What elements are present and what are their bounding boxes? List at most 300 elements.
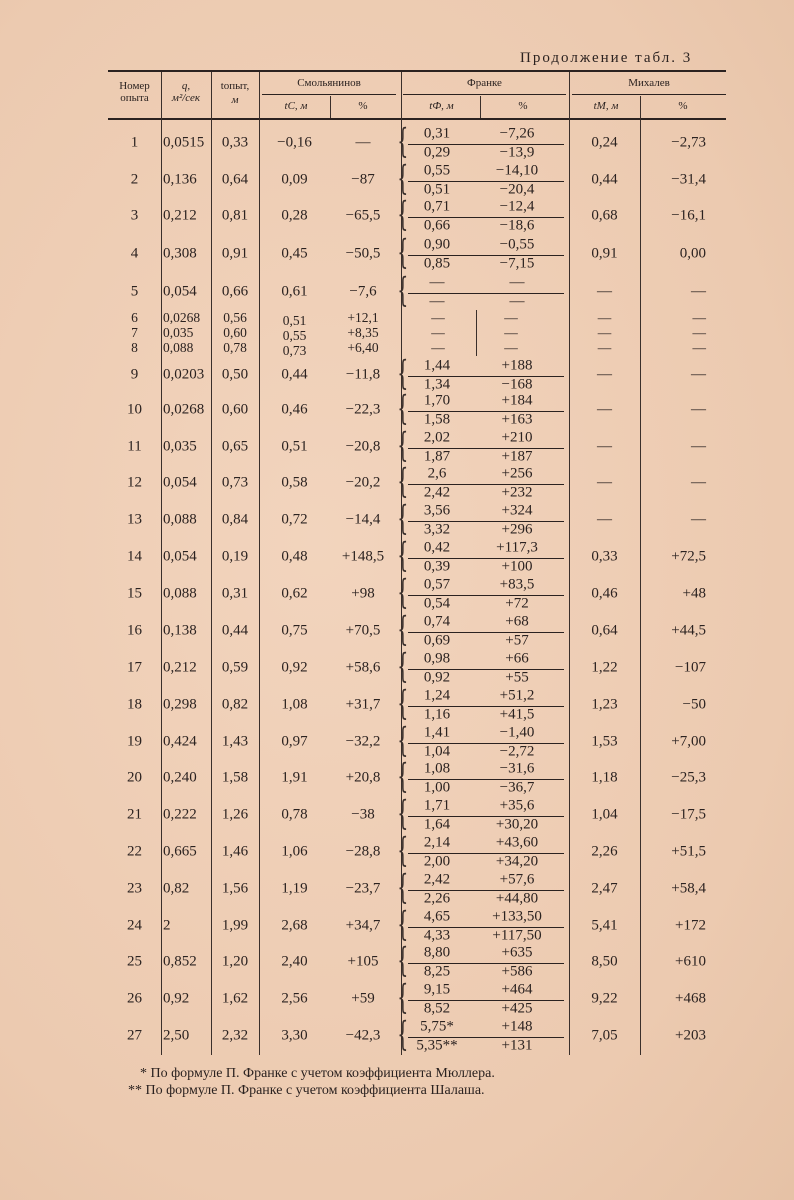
q-value: 0,0268	[163, 401, 205, 418]
t-m-value: 1,53	[591, 733, 618, 750]
pct-m-value: —	[692, 310, 706, 325]
t-f-lower: 1,64	[423, 816, 451, 833]
pct-c-value: +12,1	[347, 310, 379, 325]
t-f-value: —	[431, 325, 445, 340]
q-value: 0,424	[163, 733, 197, 750]
brace-icon: {	[397, 535, 409, 576]
pct-f-upper: +188	[501, 357, 533, 374]
row-number: 26	[127, 990, 142, 1007]
t-m-value: 1,04	[591, 806, 618, 823]
t-f-lower: 0,51	[423, 181, 451, 198]
q-value: 0,212	[163, 207, 197, 224]
row-number: 16	[127, 622, 142, 639]
t-f-upper: 0,42	[423, 539, 451, 556]
header-t-opyt-unit: м	[231, 94, 239, 106]
q-value: 0,138	[163, 622, 197, 639]
t-m-value: —	[597, 511, 612, 528]
t-c-value: 0,48	[281, 548, 308, 565]
brace-icon: {	[397, 353, 409, 394]
t-opyt-value: 0,81	[221, 207, 249, 224]
t-f-upper: 9,15	[423, 981, 451, 998]
t-m-value: 8,50	[591, 953, 618, 970]
t-opyt-value: 0,33	[221, 134, 249, 151]
t-f-upper: 3,56	[423, 502, 451, 519]
header-t-f: tФ, м	[429, 100, 454, 112]
brace-icon: {	[397, 904, 409, 945]
t-f-lower: 0,54	[423, 595, 451, 612]
t-f-upper: 1,41	[423, 724, 451, 741]
t-f-upper: 2,6	[427, 465, 447, 482]
t-f-upper: 2,14	[423, 834, 451, 851]
row-number: 25	[127, 953, 142, 970]
pct-f-upper: +256	[501, 465, 533, 482]
t-f-lower: 1,87	[423, 448, 451, 465]
pct-f-lower: +72	[505, 595, 529, 612]
pct-f-lower: +44,80	[495, 890, 539, 907]
q-value: 0,308	[163, 245, 197, 262]
t-m-value: 1,23	[591, 696, 618, 713]
header-mikhalev: Михалев	[628, 77, 670, 89]
brace-icon: {	[397, 498, 409, 539]
pct-c-value: +70,5	[345, 622, 381, 639]
pct-f-lower: —	[509, 293, 525, 310]
t-f-upper: 1,70	[423, 392, 451, 409]
pct-f-lower: +41,5	[499, 706, 535, 723]
brace-icon: {	[397, 867, 409, 908]
t-f-upper: 1,71	[423, 797, 451, 814]
table-caption: Продолжение табл. 3	[520, 50, 693, 66]
pct-m-value: —	[691, 438, 706, 455]
brace-icon: {	[397, 194, 409, 235]
pct-m-value: +7,00	[671, 733, 706, 750]
pct-c-value: +105	[347, 953, 379, 970]
pct-f-lower: −18,6	[499, 217, 535, 234]
pct-c-value: −65,5	[345, 207, 381, 224]
row-number: 27	[127, 1027, 142, 1044]
pct-c-value: +148,5	[341, 548, 385, 565]
t-c-value: 0,09	[281, 171, 308, 188]
t-c-value: 1,19	[281, 880, 308, 897]
pct-c-value: −28,8	[345, 843, 381, 860]
pct-f-value: —	[504, 325, 518, 340]
t-f-lower: 0,85	[423, 255, 451, 272]
header-bottom-rule	[108, 118, 726, 120]
pct-m-value: −107	[675, 659, 706, 676]
t-f-lower: 4,33	[423, 927, 451, 944]
header-franke: Франке	[467, 77, 502, 89]
t-f-upper: 0,98	[423, 650, 451, 667]
pct-f-lower: +425	[501, 1000, 533, 1017]
t-opyt-value: 1,20	[221, 953, 249, 970]
brace-icon: {	[397, 756, 409, 797]
t-f-upper: 1,44	[423, 357, 451, 374]
pct-m-value: +58,4	[671, 880, 706, 897]
t-f-upper: 2,42	[423, 871, 451, 888]
t-m-value: 1,18	[591, 769, 618, 786]
pct-c-value: —	[355, 134, 371, 151]
t-m-value: 7,05	[591, 1027, 618, 1044]
q-value: 0,054	[163, 474, 197, 491]
t-c-value: 0,72	[281, 511, 308, 528]
row-number: 24	[127, 917, 142, 934]
t-c-value: 0,51	[281, 438, 308, 455]
t-c-value: 0,73	[282, 343, 307, 358]
t-m-value: —	[597, 366, 612, 383]
header-smolyaninov: Смольянинов	[297, 77, 361, 89]
t-f-lower: 1,16	[423, 706, 451, 723]
t-c-value: 0,62	[281, 585, 308, 602]
pct-f-upper: +83,5	[499, 576, 535, 593]
column-divider	[640, 96, 641, 1055]
header-q: q,	[181, 80, 191, 92]
pct-m-value: —	[691, 511, 706, 528]
pct-f-upper: +117,3	[496, 539, 538, 556]
t-m-value: 0,64	[591, 622, 618, 639]
t-opyt-value: 0,60	[221, 401, 249, 418]
brace-icon: {	[397, 977, 409, 1018]
t-f-lower: 8,25	[423, 963, 451, 980]
row-number: 21	[127, 806, 142, 823]
pct-m-value: +72,5	[671, 548, 706, 565]
pct-f-upper: −12,4	[499, 198, 535, 215]
q-value: 0,298	[163, 696, 197, 713]
pct-c-value: −87	[351, 171, 375, 188]
t-c-value: 3,30	[281, 1027, 308, 1044]
t-opyt-value: 0,84	[221, 511, 249, 528]
pct-f-upper: −7,26	[499, 125, 535, 142]
t-opyt-value: 1,46	[221, 843, 249, 860]
q-value: 0,035	[163, 438, 197, 455]
pct-c-value: −22,3	[345, 401, 381, 418]
t-f-lower: 1,34	[423, 376, 451, 393]
q-value: 0,92	[163, 990, 190, 1007]
pct-f-upper: +133,50	[492, 908, 542, 925]
t-opyt-value: 1,62	[221, 990, 249, 1007]
t-c-value: 0,28	[281, 207, 308, 224]
t-opyt-value: 0,50	[221, 366, 249, 383]
t-opyt-value: 0,59	[221, 659, 249, 676]
t-c-value: 0,55	[282, 328, 307, 343]
t-c-value: 0,44	[281, 366, 308, 383]
pct-f-lower: +586	[501, 963, 533, 980]
row-number: 5	[130, 283, 139, 300]
t-opyt-value: 0,66	[221, 283, 249, 300]
t-c-value: 0,45	[281, 245, 308, 262]
pct-f-upper: +184	[501, 392, 533, 409]
pct-c-value: −23,7	[345, 880, 381, 897]
pct-m-value: −31,4	[671, 171, 706, 188]
q-value: 0,054	[163, 283, 197, 300]
brace-icon: {	[397, 793, 409, 834]
q-value: 0,088	[163, 511, 197, 528]
brace-icon: {	[397, 461, 409, 502]
header-pct-m: %	[678, 100, 688, 112]
t-c-value: 1,06	[281, 843, 308, 860]
row-number: 2	[130, 171, 139, 188]
pct-f-upper: +210	[501, 429, 533, 446]
pct-m-value: —	[692, 325, 706, 340]
pct-m-value: —	[691, 401, 706, 418]
q-value: 0,035	[163, 325, 194, 340]
t-opyt-value: 1,58	[221, 769, 249, 786]
t-c-value: 0,97	[281, 733, 308, 750]
q-value: 0,136	[163, 171, 197, 188]
t-c-value: 0,51	[282, 313, 307, 328]
t-opyt-value: 0,19	[221, 548, 249, 565]
t-f-lower: 3,32	[423, 521, 451, 538]
pct-f-lower: +232	[501, 484, 533, 501]
pct-f-upper: +57,6	[499, 871, 535, 888]
header-t-m: tМ, м	[593, 100, 619, 112]
pct-m-value: −25,3	[671, 769, 706, 786]
t-opyt-value: 0,78	[223, 340, 247, 355]
pct-f-lower: +34,20	[495, 853, 539, 870]
t-c-value: 1,91	[281, 769, 308, 786]
pct-c-value: +59	[351, 990, 375, 1007]
t-opyt-value: 0,56	[223, 310, 247, 325]
pct-f-lower: −36,7	[499, 779, 535, 796]
brace-icon: {	[397, 572, 409, 613]
t-f-upper: 0,55	[423, 162, 451, 179]
t-c-value: 0,61	[281, 283, 308, 300]
pct-f-upper: +635	[501, 944, 533, 961]
header-pct-c: %	[358, 100, 368, 112]
q-value: 0,0268	[163, 310, 201, 325]
pct-c-value: −32,2	[345, 733, 381, 750]
t-m-value: —	[597, 474, 612, 491]
pct-c-value: −7,6	[349, 283, 377, 300]
q-value: 0,212	[163, 659, 197, 676]
brace-icon: {	[397, 1014, 409, 1055]
t-c-value: 2,68	[281, 917, 308, 934]
pct-c-value: +58,6	[345, 659, 381, 676]
q-value: 0,852	[163, 953, 197, 970]
group-rule-franke	[403, 94, 566, 95]
t-c-value: 0,58	[281, 474, 308, 491]
t-f-lower: 2,00	[423, 853, 451, 870]
row-number: 9	[130, 366, 139, 383]
pct-f-upper: +464	[501, 981, 533, 998]
t-opyt-value: 0,82	[221, 696, 249, 713]
pct-c-value: −20,8	[345, 438, 381, 455]
t-opyt-value: 1,56	[221, 880, 249, 897]
row-number: 17	[127, 659, 142, 676]
t-f-lower: 1,58	[423, 411, 451, 428]
q-value: 0,088	[163, 585, 197, 602]
q-value: 0,0515	[163, 134, 205, 151]
t-opyt-value: 1,26	[221, 806, 249, 823]
t-m-value: 9,22	[591, 990, 618, 1007]
pct-f-upper: +43,60	[495, 834, 539, 851]
t-f-lower: 8,52	[423, 1000, 451, 1017]
pct-c-value: +34,7	[345, 917, 381, 934]
brace-icon: {	[397, 609, 409, 650]
t-f-upper: —	[429, 274, 445, 291]
t-opyt-value: 0,60	[223, 325, 247, 340]
t-f-upper: 8,80	[423, 944, 451, 961]
t-f-value: —	[431, 310, 445, 325]
pct-f-upper: −14,10	[495, 162, 539, 179]
group-rule-mikhalev	[572, 94, 726, 95]
t-m-value: 0,91	[591, 245, 618, 262]
t-f-upper: 0,71	[423, 198, 451, 215]
pct-m-value: +610	[675, 953, 706, 970]
pct-f-upper: +66	[505, 650, 529, 667]
pct-f-lower: +131	[501, 1037, 533, 1054]
t-f-upper: 2,02	[423, 429, 451, 446]
t-f-value: —	[431, 340, 445, 355]
pct-c-value: −50,5	[345, 245, 381, 262]
brace-icon: {	[397, 720, 409, 761]
q-value: 0,240	[163, 769, 197, 786]
row-number: 6	[131, 310, 138, 325]
t-f-upper: 0,57	[423, 576, 451, 593]
pct-m-value: +51,5	[671, 843, 706, 860]
pct-f-lower: +55	[505, 669, 529, 686]
pct-c-value: +98	[351, 585, 375, 602]
t-f-upper: 1,08	[423, 760, 451, 777]
t-f-lower: 5,35**	[416, 1037, 458, 1054]
t-opyt-value: 0,73	[221, 474, 249, 491]
t-opyt-value: 2,32	[221, 1027, 249, 1044]
t-c-value: 0,92	[281, 659, 308, 676]
row-number: 12	[127, 474, 142, 491]
footnote-1: * По формуле П. Франке с учетом коэффициента Мюллера.	[140, 1066, 495, 1081]
pct-f-lower: +30,20	[495, 816, 539, 833]
pct-f-lower: +57	[505, 632, 529, 649]
pct-f-lower: +100	[501, 558, 533, 575]
q-value: 0,054	[163, 548, 197, 565]
t-f-lower: 0,69	[423, 632, 451, 649]
brace-icon: {	[397, 388, 409, 429]
t-m-value: —	[597, 283, 612, 300]
t-m-value: 0,68	[591, 207, 618, 224]
t-c-value: 0,78	[281, 806, 308, 823]
header-pct-f: %	[518, 100, 528, 112]
t-m-value: —	[597, 340, 612, 355]
t-c-value: 1,08	[281, 696, 308, 713]
row-number: 15	[127, 585, 142, 602]
t-c-value: 0,46	[281, 401, 308, 418]
t-f-lower: 1,04	[423, 743, 451, 760]
row-number: 7	[131, 325, 138, 340]
pct-f-upper: −1,40	[499, 724, 535, 741]
t-c-value: 2,56	[281, 990, 308, 1007]
group-rule-smolyaninov	[262, 94, 396, 95]
header-t-opyt: tопыт,	[220, 80, 250, 92]
pct-f-upper: +35,6	[499, 797, 535, 814]
t-m-value: —	[597, 438, 612, 455]
pct-f-upper: −0,55	[499, 236, 535, 253]
brace-icon: {	[397, 646, 409, 687]
pct-m-value: 0,00	[679, 245, 706, 262]
pct-f-lower: −168	[501, 376, 533, 393]
t-m-value: —	[597, 401, 612, 418]
pct-f-upper: —	[509, 274, 525, 291]
t-opyt-value: 1,99	[221, 917, 249, 934]
q-value: 0,088	[163, 340, 194, 355]
t-f-lower: 2,26	[423, 890, 451, 907]
t-f-lower: 0,92	[423, 669, 451, 686]
header-number-2: опыта	[120, 92, 149, 104]
pct-f-upper: +148	[501, 1018, 533, 1035]
row-number: 11	[127, 438, 142, 455]
t-f-lower: 0,39	[423, 558, 451, 575]
pct-f-value: —	[504, 310, 518, 325]
pct-f-lower: +296	[501, 521, 533, 538]
pct-f-lower: −20,4	[499, 181, 535, 198]
pct-f-upper: +68	[505, 613, 529, 630]
t-f-lower: 0,29	[423, 144, 451, 161]
pct-c-value: −11,8	[345, 366, 381, 383]
row-number: 19	[127, 733, 142, 750]
pct-f-lower: −2,72	[499, 743, 535, 760]
row-number: 10	[127, 401, 142, 418]
pct-m-value: −50	[682, 696, 706, 713]
t-m-value: 5,41	[591, 917, 618, 934]
q-value: 0,82	[163, 880, 190, 897]
pct-m-value: —	[692, 340, 706, 355]
t-f-upper: 5,75*	[420, 1018, 454, 1035]
pct-c-value: −38	[351, 806, 375, 823]
q-value: 2	[163, 917, 171, 934]
t-c-value: −0,16	[277, 134, 312, 151]
t-f-upper: 0,74	[423, 613, 451, 630]
pct-m-value: +203	[675, 1027, 706, 1044]
t-opyt-value: 0,91	[221, 245, 249, 262]
pct-f-lower: +163	[501, 411, 533, 428]
pct-m-value: −17,5	[671, 806, 706, 823]
brace-icon: {	[397, 830, 409, 871]
brace-icon: {	[397, 270, 409, 311]
t-m-value: 1,22	[591, 659, 618, 676]
row-number: 13	[127, 511, 142, 528]
pct-c-value: +8,35	[347, 325, 379, 340]
row-number: 23	[127, 880, 142, 897]
column-divider	[161, 72, 162, 1055]
row-number: 18	[127, 696, 142, 713]
table-top-rule	[108, 70, 726, 72]
pct-f-lower: +187	[501, 448, 533, 465]
pct-m-value: +172	[675, 917, 706, 934]
header-number: Номер	[119, 80, 150, 92]
t-m-value: 0,46	[591, 585, 618, 602]
t-m-value: 0,24	[591, 134, 618, 151]
t-m-value: —	[597, 310, 612, 325]
brace-icon: {	[397, 232, 409, 273]
t-f-upper: 1,24	[423, 687, 451, 704]
brace-icon: {	[397, 683, 409, 724]
pct-m-value: +44,5	[671, 622, 706, 639]
pct-m-value: —	[691, 283, 706, 300]
pct-m-value: —	[691, 474, 706, 491]
pct-m-value: −16,1	[671, 207, 706, 224]
t-f-lower: 0,66	[423, 217, 451, 234]
t-m-value: —	[597, 325, 612, 340]
pct-c-value: −14,4	[345, 511, 381, 528]
row-number: 22	[127, 843, 142, 860]
q-value: 0,0203	[163, 366, 205, 383]
t-f-upper: 4,65	[423, 908, 451, 925]
row-number: 4	[130, 245, 139, 262]
row-number: 8	[131, 340, 138, 355]
header-t-c: tС, м	[284, 100, 308, 112]
q-value: 2,50	[163, 1027, 190, 1044]
t-m-value: 0,33	[591, 548, 618, 565]
pct-f-lower: −7,15	[499, 255, 535, 272]
t-f-lower: 1,00	[423, 779, 451, 796]
t-f-lower: —	[429, 293, 445, 310]
